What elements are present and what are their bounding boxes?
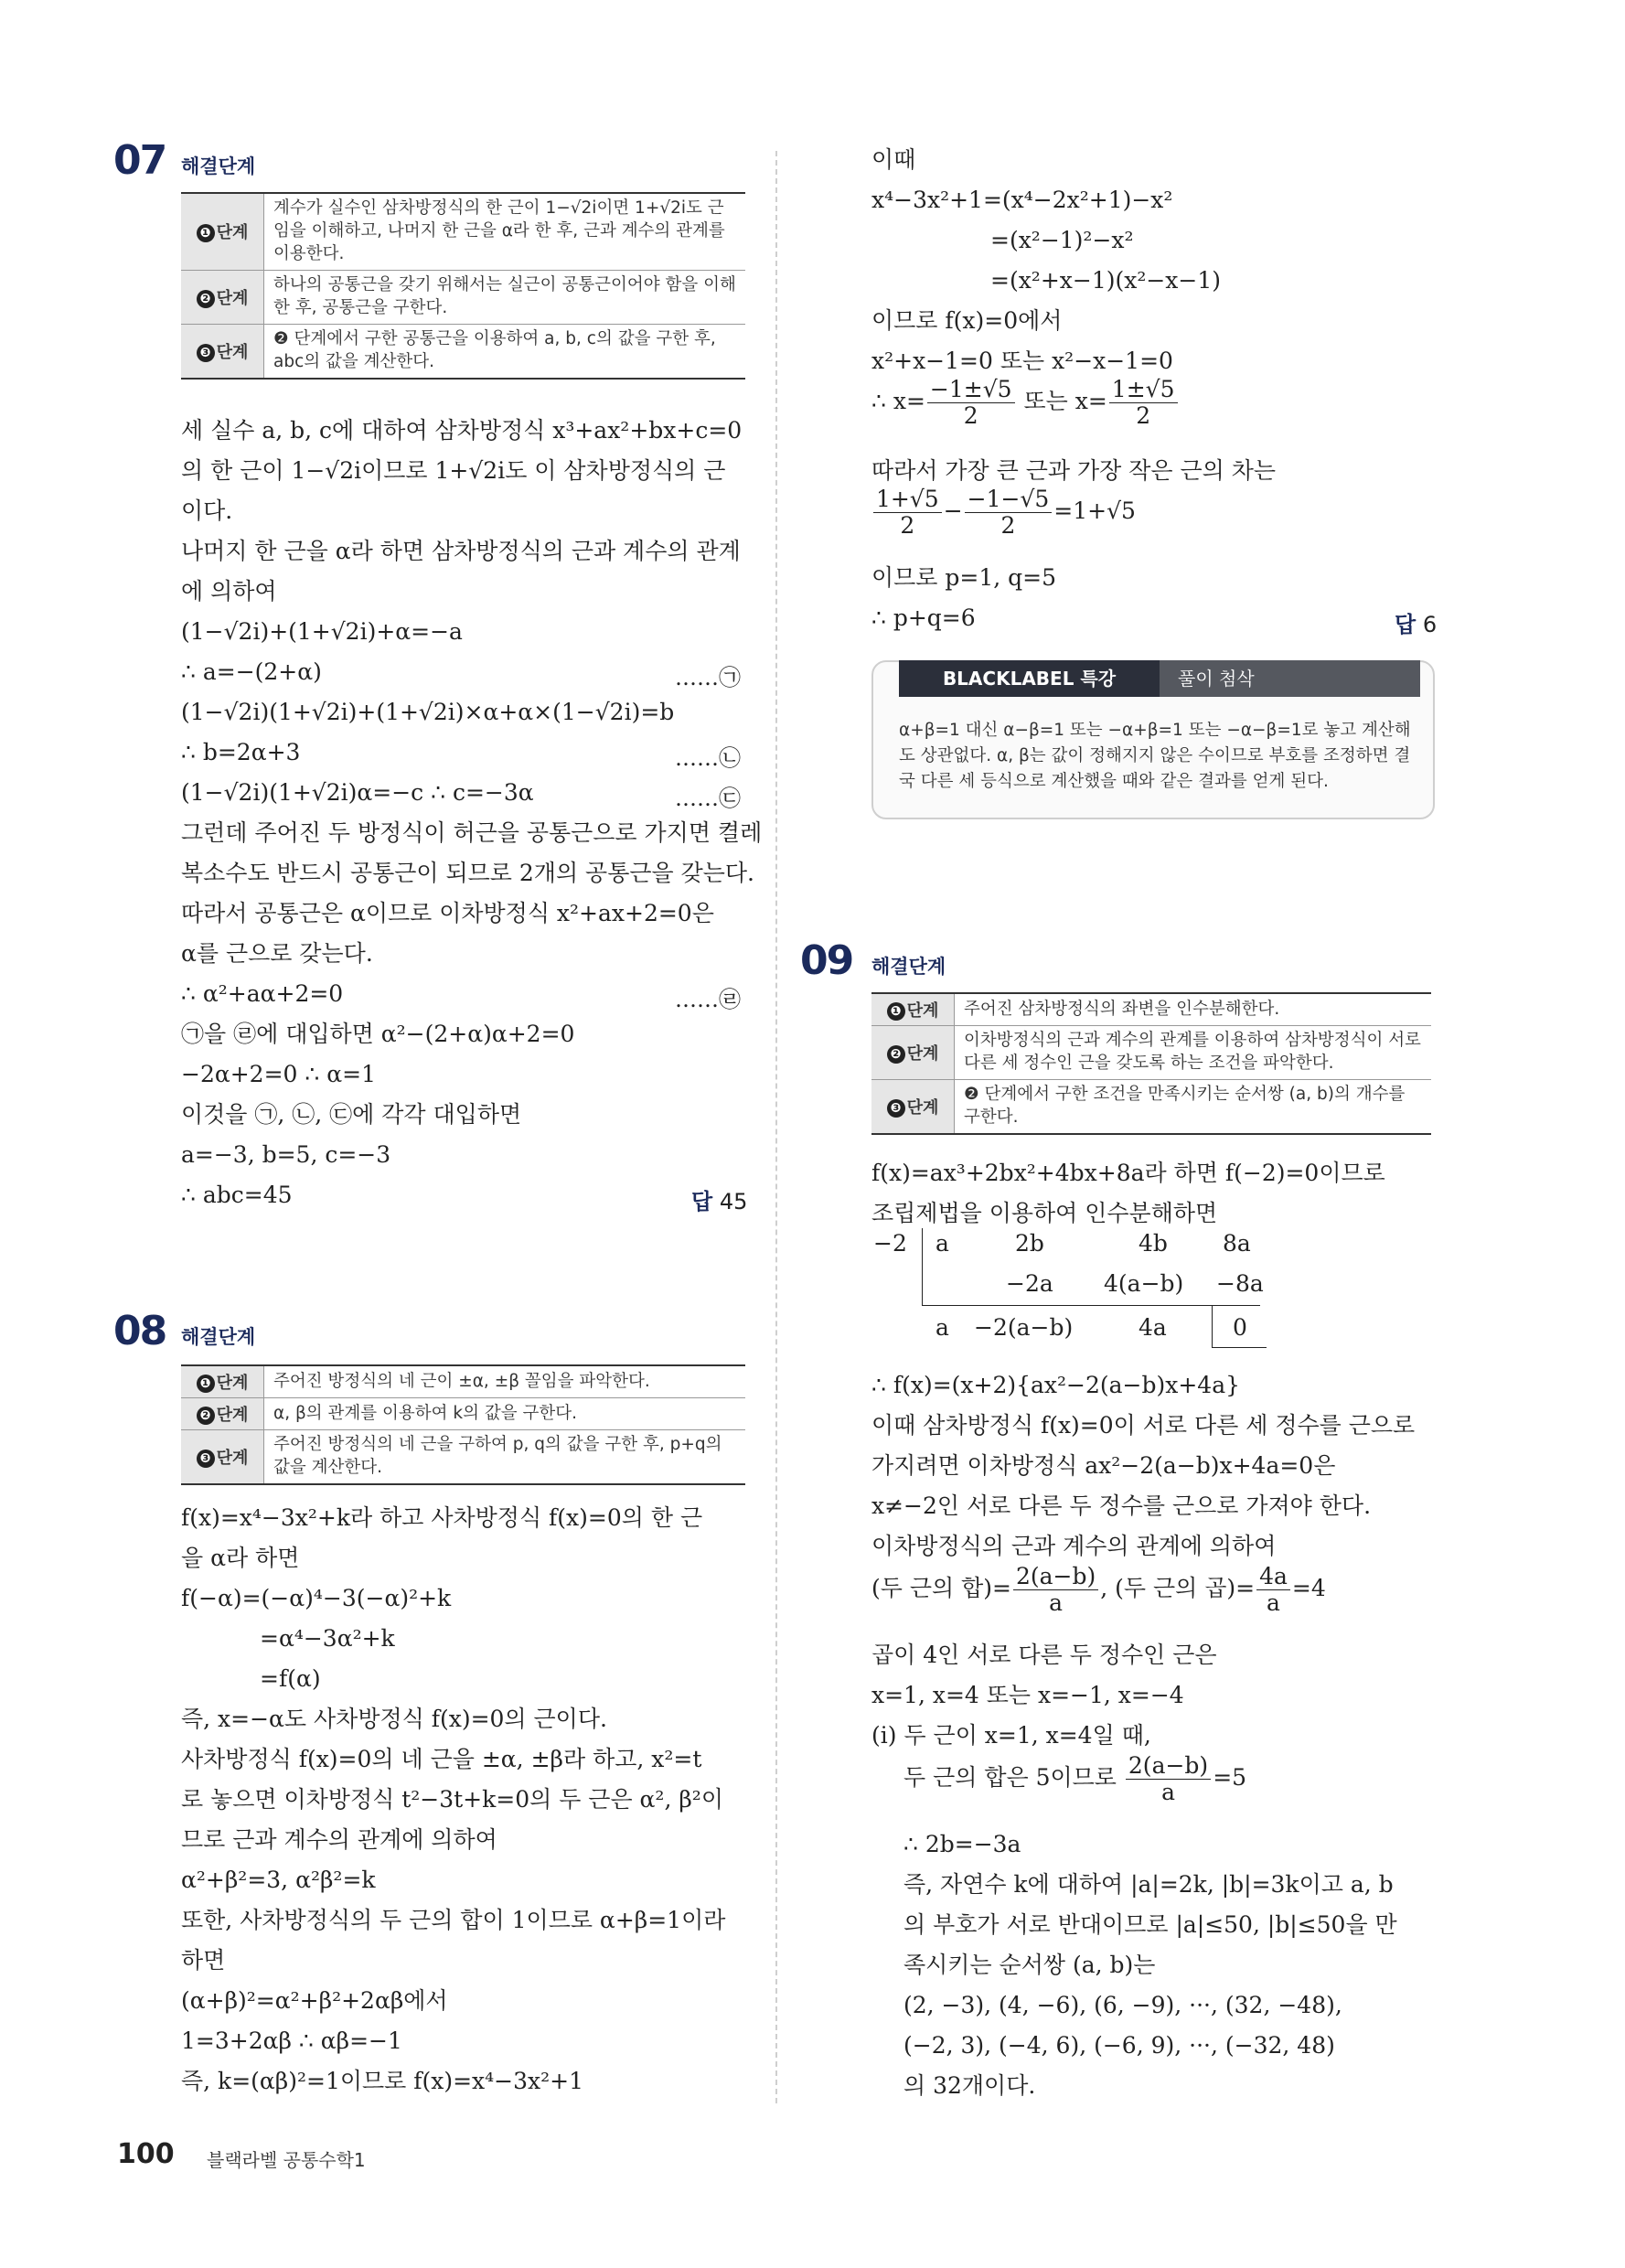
denominator: a	[1161, 1779, 1175, 1805]
text-line: 즉, x=−α도 사차방정식 f(x)=0의 근이다.	[181, 1706, 607, 1732]
step-label: 단계	[216, 1406, 249, 1425]
synth-cell: 0	[1233, 1314, 1247, 1341]
step-row	[181, 1398, 745, 1430]
equation-line: 1=3+2αβ ∴ αβ=−1	[181, 2027, 402, 2054]
step-text: α, β의 관계를 이용하여 k의 값을 구한다.	[273, 1403, 577, 1423]
equation-line: =f(α)	[260, 1665, 321, 1692]
answer-07	[691, 1183, 747, 1215]
text-line: (i) 두 근이 x=1, x=4일 때,	[871, 1722, 1151, 1749]
text-line: 의 부호가 서로 반대이므로 |a|≤50, |b|≤50을 만	[903, 1911, 1397, 1938]
synth-root: −2	[873, 1230, 907, 1257]
equation-line: (1−√2i)+(1+√2i)+α=−a	[181, 618, 463, 645]
answer-08	[1395, 606, 1437, 638]
step-mark: ❸	[887, 1099, 905, 1118]
step-mark: ❷	[197, 1407, 215, 1425]
text-line: 가지려면 이차방정식 ax²−2(a−b)x+4a=0은	[871, 1452, 1336, 1479]
answer-value: 6	[1422, 612, 1438, 637]
denominator: 2	[900, 512, 915, 539]
step-label: 단계	[216, 223, 249, 243]
step-label: 단계	[906, 1097, 939, 1118]
fraction	[1013, 1564, 1098, 1616]
text-line: 조립제법을 이용하여 인수분해하면	[871, 1200, 1218, 1226]
synth-cell: 4a	[1139, 1314, 1167, 1341]
step-mark: ❷	[197, 290, 215, 308]
sum-condition-label: 두 근의 합은 5이므로	[903, 1764, 1124, 1791]
step-text: 주어진 방정식의 네 근이 ±α, ±β 꼴임을 파악한다.	[273, 1371, 650, 1391]
text-line: f(x)=x⁴−3x²+k라 하고 사차방정식 f(x)=0의 한 근	[181, 1504, 703, 1531]
blacklabel-tab-bar	[899, 660, 1406, 697]
denominator: 2	[1000, 512, 1016, 539]
denominator: 2	[1136, 402, 1151, 429]
text-line: x≠−2인 서로 다른 두 정수를 근으로 가져야 한다.	[871, 1492, 1372, 1519]
step-mark: ❸	[197, 1450, 215, 1468]
text-line: 이때	[871, 146, 916, 173]
text-line: 세 실수 a, b, c에 대하여 삼차방정식 x³+ax²+bx+c=0	[181, 417, 743, 444]
equation-tag: ……㉠	[675, 665, 741, 690]
solution-steps-heading-07: 해결단계	[181, 155, 256, 177]
step-text: ❷ 단계에서 구한 공통근을 이용하여 a, b, c의 값을 구한 후, abc의 값을 계산한다.	[273, 328, 716, 371]
text-line: 의 32개이다.	[903, 2072, 1036, 2099]
step-row	[871, 1026, 1431, 1080]
problem-number-09: 09	[800, 937, 853, 984]
problem-number-08: 08	[113, 1308, 166, 1354]
step-text: 하나의 공통근을 갖기 위해서는 실근이 공통근이어야 함을 이해한 후, 공통근을 구한다.	[273, 274, 736, 317]
equation-line: (1−√2i)(1+√2i)+(1+√2i)×α+α×(1−√2i)=b	[181, 699, 675, 725]
synth-cell: −8a	[1216, 1270, 1264, 1297]
synth-cell: a	[935, 1314, 949, 1341]
answer-label: 답	[691, 1189, 713, 1214]
synth-horizontal-rule	[922, 1305, 1260, 1306]
text-line: 이다.	[181, 497, 233, 524]
equation-tag: ……㉡	[675, 745, 741, 771]
equation-line: −2α+2=0 ∴ α=1	[181, 1061, 376, 1087]
synth-cell: 2b	[1015, 1230, 1044, 1257]
fraction	[873, 487, 942, 539]
step-mark: ❶	[197, 1375, 215, 1393]
denominator: a	[1267, 1589, 1280, 1616]
text-line: 그런데 주어진 두 방정식이 허근을 공통근으로 가지면 켤레	[181, 819, 763, 846]
steps-table-09	[871, 992, 1431, 1135]
text-line: 이때 삼차방정식 f(x)=0이 서로 다른 세 정수를 근으로	[871, 1412, 1416, 1439]
numerator: 1±√5	[1109, 377, 1178, 403]
sum-condition-line	[903, 1753, 1246, 1805]
answer-label: 답	[1395, 612, 1417, 637]
blacklabel-tab-title: BLACKLABEL 특강	[899, 660, 1160, 697]
equation-line: ㉠을 ㉣에 대입하면 α²−(2+α)α+2=0	[181, 1021, 575, 1047]
numerator: −1−√5	[965, 487, 1053, 513]
denominator: 2	[963, 402, 978, 429]
equation-line: (1−√2i)(1+√2i)α=−c ∴ c=−3α	[181, 779, 534, 806]
numerator: 2(a−b)	[1013, 1564, 1098, 1590]
text-line: 이것을 ㉠, ㉡, ㉢에 각각 대입하면	[181, 1101, 522, 1128]
synth-cell: a	[935, 1230, 949, 1257]
equation-line: =(x²−1)²−x²	[990, 227, 1134, 253]
steps-table-07	[181, 192, 745, 380]
step-label: 단계	[906, 1043, 939, 1064]
vieta-line	[871, 1564, 1326, 1616]
blacklabel-tab-subtitle: 풀이 첨삭	[1160, 660, 1420, 697]
equation-line: ∴ abc=45	[181, 1182, 293, 1208]
fraction	[1109, 377, 1178, 429]
equation-line: x²+x−1=0 또는 x²−x−1=0	[871, 348, 1173, 374]
step-label: 단계	[216, 1448, 249, 1468]
equation-line: f(−α)=(−α)⁴−3(−α)²+k	[181, 1585, 452, 1611]
fraction	[1256, 1564, 1290, 1616]
step-row	[181, 1365, 745, 1398]
text-line: 에 의하여	[181, 578, 277, 604]
synth-remainder-box-left	[1212, 1305, 1213, 1347]
equation-line: =(x²+x−1)(x²−x−1)	[990, 267, 1222, 294]
equation-tag: ……㉣	[675, 987, 741, 1012]
solution-steps-heading-09: 해결단계	[871, 956, 946, 978]
equation-line: ∴ 2b=−3a	[903, 1831, 1021, 1857]
equation-line: (2, −3), (4, −6), (6, −9), ···, (32, −48),	[903, 1992, 1342, 2018]
fraction	[965, 487, 1053, 539]
step-text: ❷ 단계에서 구한 조건을 만족시키는 순서쌍 (a, b)의 개수를 구한다.	[964, 1084, 1406, 1127]
product-label: , (두 근의 곱)=	[1100, 1575, 1256, 1601]
fraction	[1126, 1753, 1211, 1805]
text-line: 사차방정식 f(x)=0의 네 근을 ±α, ±β라 하고, x²=t	[181, 1746, 702, 1772]
text-line: 나머지 한 근을 α라 하면 삼차방정식의 근과 계수의 관계	[181, 538, 741, 564]
step-label: 단계	[216, 288, 249, 308]
text-line: 을 α라 하면	[181, 1545, 300, 1571]
step-text: 이차방정식의 근과 계수의 관계를 이용하여 삼차방정식이 서로 다른 세 정수인 근을 갖도록 하는 조건을 파악한다.	[964, 1031, 1421, 1073]
text-line: 복소수도 반드시 공통근이 되므로 2개의 공통근을 갖는다.	[181, 860, 754, 886]
equation-line: x=1, x=4 또는 x=−1, x=−4	[871, 1682, 1184, 1708]
equation-line: f(x)=ax³+2bx²+4bx+8a라 하면 f(−2)=0이므로	[871, 1160, 1385, 1186]
equation-line: ∴ α²+aα+2=0	[181, 980, 344, 1007]
sum-label: (두 근의 합)=	[871, 1575, 1011, 1601]
step-label: 단계	[216, 1374, 249, 1393]
text-line: 이차방정식의 근과 계수의 관계에 의하여	[871, 1533, 1277, 1559]
equation-line: a=−3, b=5, c=−3	[181, 1141, 391, 1168]
text-line: 하면	[181, 1947, 226, 1974]
synth-remainder-box-bottom	[1212, 1347, 1267, 1348]
text-line: 즉, 자연수 k에 대하여 |a|=2k, |b|=3k이고 a, b	[903, 1871, 1394, 1898]
equation-line: α²+β²=3, α²β²=k	[181, 1867, 376, 1893]
step-row	[181, 324, 745, 378]
equation-line: ∴ p+q=6	[871, 604, 976, 631]
equation-line: =α⁴−3α²+k	[260, 1625, 395, 1652]
text-line: 족시키는 순서쌍 (a, b)는	[903, 1952, 1156, 1978]
book-title: 블랙라벨 공통수학1	[207, 2149, 366, 2171]
synth-cell: 4(a−b)	[1104, 1270, 1184, 1297]
numerator: 1+√5	[873, 487, 942, 513]
equation-line: (α+β)²=α²+β²+2αβ에서	[181, 1987, 448, 2014]
equation-line: ∴ b=2α+3	[181, 739, 301, 765]
step-row	[871, 993, 1431, 1026]
synth-vertical-rule	[922, 1228, 923, 1305]
roots-prefix: ∴ x=	[871, 388, 925, 414]
sum-condition-result: =5	[1213, 1764, 1247, 1791]
text-line: α를 근으로 갖는다.	[181, 940, 373, 967]
problem-number-07: 07	[113, 137, 166, 184]
text-line: 곱이 4인 서로 다른 두 정수인 근은	[871, 1642, 1217, 1668]
step-label: 단계	[216, 342, 249, 362]
synth-cell: 4b	[1139, 1230, 1168, 1257]
text-line: 므로 근과 계수의 관계에 의하여	[181, 1826, 497, 1853]
step-row	[181, 193, 745, 270]
answer-value: 45	[719, 1189, 748, 1214]
text-line: 따라서 공통근은 α이므로 이차방정식 x²+ax+2=0은	[181, 900, 714, 926]
synth-cell: −2a	[1006, 1270, 1053, 1297]
synth-cell: −2(a−b)	[974, 1314, 1074, 1341]
text-line: 또한, 사차방정식의 두 근의 합이 1이므로 α+β=1이라	[181, 1907, 726, 1933]
minus-sign: −	[943, 497, 963, 524]
fraction	[927, 377, 1015, 429]
difference-result: =1+√5	[1053, 497, 1136, 524]
step-label: 단계	[906, 1001, 939, 1021]
text-line: 따라서 가장 큰 근과 가장 작은 근의 차는	[871, 457, 1277, 484]
step-row	[181, 270, 745, 324]
text-line: 로 놓으면 이차방정식 t²−3t+k=0의 두 근은 α², β²이	[181, 1786, 723, 1813]
column-divider	[775, 151, 777, 2103]
denominator: a	[1049, 1589, 1064, 1616]
solution-steps-heading-08: 해결단계	[181, 1326, 256, 1348]
steps-table-08	[181, 1364, 745, 1485]
equation-line: ∴ a=−(2+α)	[181, 658, 322, 685]
equation-line: 이므로 p=1, q=5	[871, 564, 1057, 591]
text-line: 이므로 f(x)=0에서	[871, 307, 1063, 334]
step-text: 주어진 방정식의 네 근을 구하여 p, q의 값을 구한 후, p+q의 값을 계산한다.	[273, 1435, 722, 1477]
difference-line	[871, 487, 1136, 539]
step-mark: ❶	[887, 1002, 905, 1021]
step-mark: ❷	[887, 1045, 905, 1064]
roots-line	[871, 377, 1180, 429]
step-row	[181, 1430, 745, 1484]
step-row	[871, 1079, 1431, 1133]
synth-cell: 8a	[1223, 1230, 1251, 1257]
step-text: 계수가 실수인 삼차방정식의 한 근이 1−√2i이면 1+√2i도 근임을 이해하고, 나머지 한 근을 α라 한 후, 근과 계수의 관계를 이용한다.	[273, 198, 725, 263]
equation-tag: ……㉢	[675, 786, 741, 811]
blacklabel-tip-text: α+β=1 대신 α−β=1 또는 −α+β=1 또는 −α−β=1로 놓고 계산해도 상관없다. α, β는 값이 정해지지 않은 수이므로 부호를 조정하면 결국 다른 세 등식으로 계산했을 때와 같은 결과를 얻게 된다.	[899, 721, 1411, 791]
page-number: 100	[117, 2138, 175, 2170]
equation-line: 즉, k=(αβ)²=1이므로 f(x)=x⁴−3x²+1	[181, 2068, 584, 2094]
equation-line: x⁴−3x²+1=(x⁴−2x²+1)−x²	[871, 187, 1173, 213]
numerator: −1±√5	[927, 377, 1015, 403]
roots-or: 또는 x=	[1016, 388, 1107, 414]
step-text: 주어진 삼차방정식의 좌변을 인수분해한다.	[964, 999, 1280, 1019]
numerator: 2(a−b)	[1126, 1753, 1211, 1780]
numerator: 4a	[1256, 1564, 1290, 1590]
equation-line: (−2, 3), (−4, 6), (−6, 9), ···, (−32, 48)	[903, 2032, 1335, 2059]
step-mark: ❸	[197, 344, 215, 362]
product-result: =4	[1291, 1575, 1326, 1601]
step-mark: ❶	[197, 224, 215, 242]
equation-line: ∴ f(x)=(x+2){ax²−2(a−b)x+4a}	[871, 1372, 1241, 1398]
text-line: 의 한 근이 1−√2i이므로 1+√2i도 이 삼차방정식의 근	[181, 457, 726, 484]
